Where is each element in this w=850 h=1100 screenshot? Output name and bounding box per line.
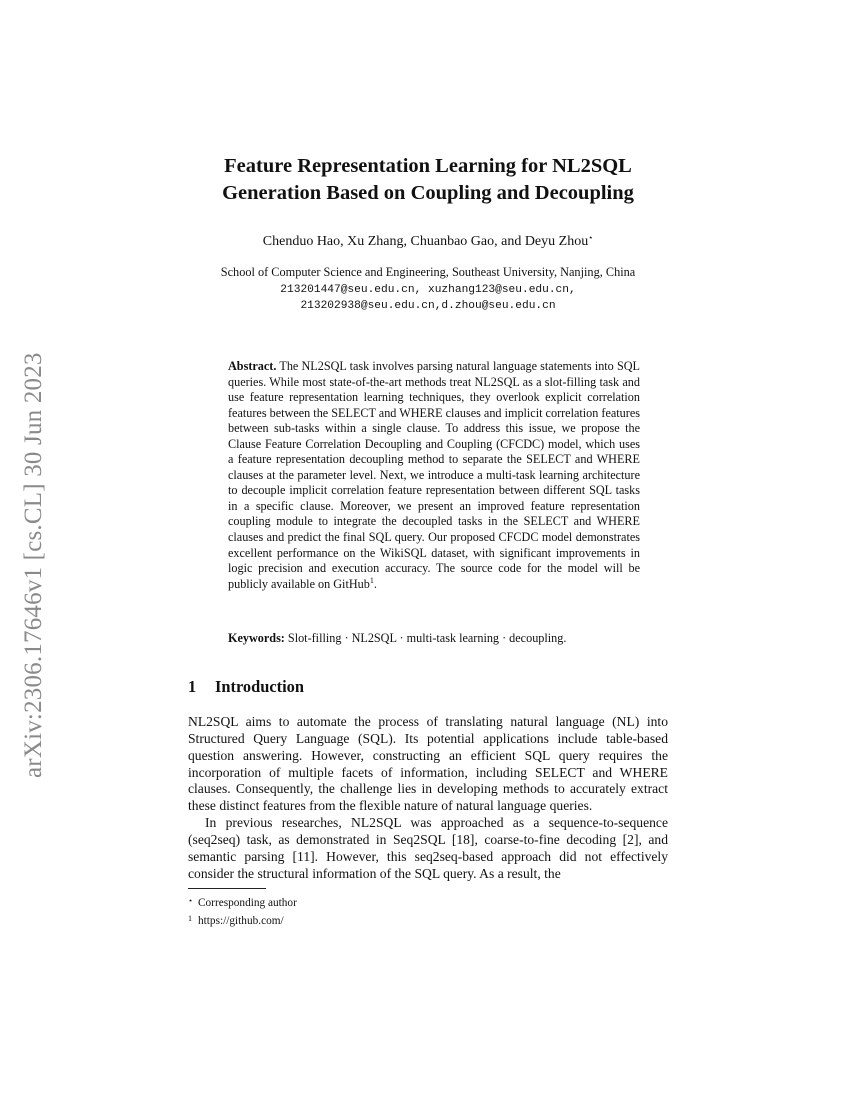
footnote-text: https://github.com/ [198, 915, 284, 927]
footnote-mark: 1 [188, 914, 192, 923]
abstract-end: . [373, 576, 377, 591]
abstract-text: The NL2SQL task involves parsing natural language statements into SQL queries. While most state-of-the-art methods treat NL2SQL as a slot-filling task and use feature representation learning techniques, they overlook explicit correlation features between the SELECT and WHERE clauses and implicit correlation features between sub-tasks within a single clause. To address this issue, we propose the Clause Feature Correlation Decoupling and Coupling (CFCDC) model, which uses a feature representation decoupling method to separate the SELECT and WHERE clauses at the parameter level. Next, we introduce a multi-task learning architecture to decouple implicit correlation feature representation between different SQL tasks in a specific clause. Moreover, we present an improved feature representation coupling module to integrate the decoupled tasks in the SELECT and WHERE clauses and predict the final SQL query. Our proposed CFCDC model demonstrates excellent performance on the WikiSQL dataset, with significant improvements in logic precision and execution accuracy. The source code for the model will be publicly available on GitHub [228, 359, 640, 591]
title-line-1: Feature Representation Learning for NL2SQL [224, 155, 632, 177]
footnote-mark: ⋆ [188, 896, 194, 905]
footnote-text: Corresponding author [198, 897, 297, 909]
section-number: 1 [188, 677, 197, 696]
footnotes [188, 893, 668, 929]
title-line-2: Generation Based on Coupling and Decoupling [222, 182, 634, 204]
footnote-corresponding [188, 893, 668, 911]
author-names: Chenduo Hao, Xu Zhang, Chuanbao Gao, and Deyu Zhou [262, 234, 589, 249]
author-list [150, 233, 706, 251]
section-title: Introduction [215, 677, 304, 696]
emails-line-1: 213201447@seu.edu.cn, xuzhang123@seu.edu.cn, [280, 284, 576, 296]
keywords-label: Keywords: [228, 631, 285, 645]
corresponding-author-mark: ⋆ [588, 233, 594, 242]
author-emails [150, 282, 706, 314]
footnote-divider [188, 888, 266, 889]
abstract-label: Abstract. [228, 359, 277, 373]
body-paragraph-2: In previous researches, NL2SQL was approached as a sequence-to-sequence (seq2seq) task, as demonstrated in Seq2SQL [18], coarse-to-fine decoding [2], and semantic parsing [11]. However, this seq2seq-based approach did not effectively consider the structural information of the SQL query. As a result, the [188, 815, 668, 881]
introduction-body [188, 714, 668, 882]
github-footnote-ref: 1 [369, 575, 374, 585]
keywords [228, 630, 640, 646]
paper-title [150, 153, 706, 207]
keywords-text: Slot-filling · NL2SQL · multi-task learning · decoupling. [287, 631, 567, 645]
footnote-github [188, 911, 668, 929]
affiliation: School of Computer Science and Engineering, Southeast University, Nanjing, China [220, 265, 636, 279]
abstract [228, 359, 640, 592]
section-heading-introduction [188, 677, 304, 697]
body-paragraph-1: NL2SQL aims to automate the process of translating natural language (NL) into Structured Query Language (SQL). Its potential applications include table-based question answering. However, constructing an efficient SQL query requires the incorporation of multiple facets of information, including SELECT and WHERE clauses. Consequently, the challenge lies in developing methods to accurately extract these distinct features from the flexible nature of natural language queries. [188, 714, 668, 814]
emails-line-2: 213202938@seu.edu.cn,d.zhou@seu.edu.cn [300, 300, 556, 312]
arxiv-identifier-stamp: arXiv:2306.17646v1 [cs.CL] 30 Jun 2023 [20, 352, 47, 778]
